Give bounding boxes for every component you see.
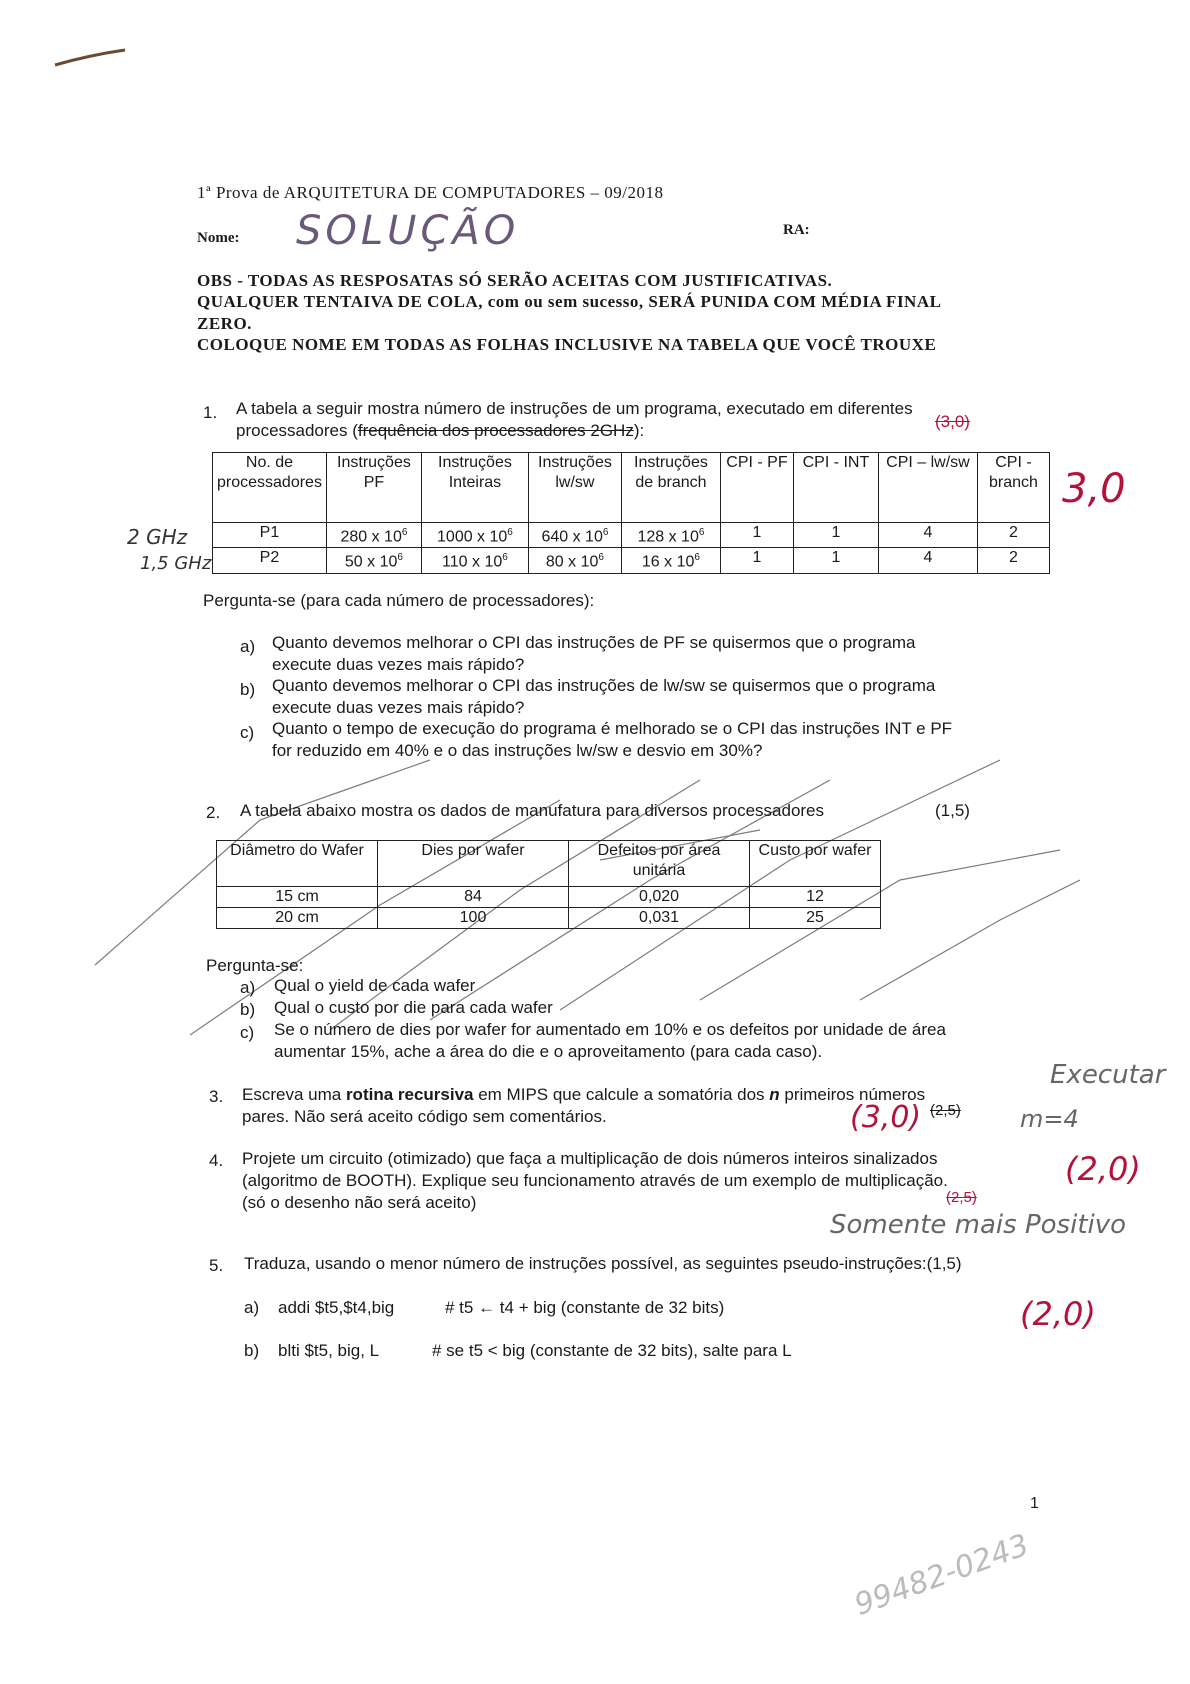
q2-item-a-l1: Qual o yield de cada wafer — [274, 976, 476, 995]
q3-line1: Escreva uma rotina recursiva em MIPS que calcule a somatória dos n primeiros números — [242, 1085, 926, 1104]
q1-th: Instruções de branch — [621, 453, 720, 523]
q3-points-struck: (2,5) — [930, 1102, 961, 1119]
q1-th: CPI - branch — [977, 453, 1049, 523]
q4-line3: (só o desenho não será aceito) — [242, 1193, 477, 1212]
table-row: P2 50 x $10^6$ 110 x $10^6$ 80 x $10^6$ 16 x $10^6$ 1 1 4 2 — [213, 548, 1050, 573]
stamp-number: 99482-0243 — [850, 1527, 1034, 1623]
q3-grade: (3,0) — [850, 1100, 922, 1135]
q1-item-b-label: b) — [240, 680, 256, 699]
q2-ask: Pergunta-se: — [206, 956, 304, 975]
q5-grade: (2,0) — [1020, 1295, 1096, 1333]
q5-number: 5. — [209, 1256, 224, 1275]
q1-th: CPI - PF — [720, 453, 793, 523]
q4-line1: Projete um circuito (otimizado) que faça a multiplicação de dois números inteiros sinalizados — [242, 1149, 938, 1168]
q3-number: 3. — [209, 1087, 224, 1106]
obs-line-3: ZERO. — [197, 314, 252, 333]
q1-item-c-label: c) — [240, 723, 255, 742]
q3-note-m: m=4 — [1020, 1105, 1079, 1133]
name-label: Nome: — [197, 230, 240, 246]
q1-number: 1. — [203, 403, 218, 422]
q4-grade: (2,0) — [1065, 1150, 1141, 1188]
q2-item-c-l2: aumentar 15%, ache a área do die e o aproveitamento (para cada caso). — [274, 1042, 823, 1061]
q1-th: Instruções Inteiras — [421, 453, 528, 523]
q1-line1: A tabela a seguir mostra número de instruções de um programa, executado em diferentes — [236, 399, 913, 418]
q2-item-b-label: b) — [240, 1000, 256, 1019]
q1-freq-p1: 2 GHz — [127, 525, 188, 549]
q1-item-c-l1: Quanto o tempo de execução do programa é melhorado se o CPI das instruções INT e PF — [272, 719, 953, 738]
q2-text: A tabela abaixo mostra os dados de manufatura para diversos processadores — [240, 801, 825, 820]
q1-th: No. de processadores — [213, 453, 327, 523]
q5-item-b-code: blti $t5, big, L — [278, 1341, 380, 1360]
q4-line2: (algoritmo de BOOTH). Explique seu funcionamento através de um exemplo de multiplicação. — [242, 1171, 948, 1190]
q1-item-a-l2: execute duas vezes mais rápido? — [272, 655, 525, 674]
obs-line-1: OBS - TODAS AS RESPOSATAS SÓ SERÃO ACEITAS COM JUSTIFICATIVAS. — [197, 271, 833, 290]
name-value: SOLUÇÃO — [296, 208, 520, 254]
q2-item-b-l1: Qual o custo por die para cada wafer — [274, 998, 553, 1017]
table-row: P1 280 x $10^6$ 1000 x $10^6$ 640 x $10^6$ 128 x $10^6$ 1 1 4 2 — [213, 523, 1050, 548]
obs-line-4: COLOQUE NOME EM TODAS AS FOLHAS INCLUSIVE NA TABELA QUE VOCÊ TROUXE — [197, 335, 937, 354]
q2-item-c-label: c) — [240, 1023, 255, 1042]
q5-item-b-comment: # se t5 < big (constante de 32 bits), salte para L — [432, 1341, 792, 1360]
q5-item-a-code: addi $t5,$t4,big — [278, 1298, 395, 1317]
q1-th: CPI – lw/sw — [878, 453, 977, 523]
q1-th: Instruções PF — [326, 453, 421, 523]
q2-table — [216, 840, 881, 929]
q1-table-header-row — [213, 453, 1050, 523]
q5-text: Traduza, usando o menor número de instruções possível, as seguintes pseudo-instruções:(1,5) — [244, 1254, 962, 1273]
obs-line-2: QUALQUER TENTAIVA DE COLA, com ou sem sucesso, SERÁ PUNIDA COM MÉDIA FINAL — [197, 292, 942, 311]
q2-table-header-row: Diâmetro do Wafer Dies por wafer Defeitos por área unitária Custo por wafer — [217, 841, 881, 887]
table-row: 20 cm 100 0,031 25 — [217, 908, 881, 929]
q4-points-struck: (2,5) — [946, 1189, 977, 1206]
q1-line2: processadores (frequência dos processadores 2GHz): — [236, 421, 645, 440]
q1-item-a-label: a) — [240, 637, 256, 656]
q1-freq-p2: 1,5 GHz — [140, 553, 212, 574]
q2-item-a-label: a) — [240, 978, 256, 997]
q5-item-b-label: b) — [244, 1341, 260, 1360]
q1-points-struck: (3,0) — [935, 412, 970, 431]
q5-item-a-label: a) — [244, 1298, 260, 1317]
q4-note: Somente mais Positivo — [830, 1210, 1127, 1240]
q3-line2: pares. Não será aceito código sem comentários. — [242, 1107, 607, 1126]
q2-item-c-l1: Se o número de dies por wafer for aumentado em 10% e os defeitos por unidade de área — [274, 1020, 946, 1039]
q1-th: CPI - INT — [793, 453, 878, 523]
q1-table — [212, 452, 1050, 574]
q1-ask: Pergunta-se (para cada número de processadores): — [203, 591, 595, 610]
q5-item-a-comment: # t5 ← t4 + big (constante de 32 bits) — [445, 1298, 725, 1317]
q1-item-c-l2: for reduzido em 40% e o das instruções lw/sw e desvio em 30%? — [272, 741, 763, 760]
q1-item-a-l1: Quanto devemos melhorar o CPI das instruções de PF se quisermos que o programa — [272, 633, 916, 652]
ra-label: RA: — [783, 222, 810, 238]
page-number: 1 — [1030, 1495, 1039, 1512]
q1-item-b-l2: execute duas vezes mais rápido? — [272, 698, 525, 717]
table-row: 15 cm 84 0,020 12 — [217, 887, 881, 908]
q2-points: (1,5) — [935, 801, 970, 820]
q3-note-executar: Executar — [1050, 1060, 1166, 1090]
q1-th: Instruções lw/sw — [528, 453, 621, 523]
q1-item-b-l1: Quanto devemos melhorar o CPI das instruções de lw/sw se quisermos que o programa — [272, 676, 936, 695]
q4-number: 4. — [209, 1151, 224, 1170]
q1-grade: 3,0 — [1062, 466, 1126, 512]
exam-title: 1ª Prova de ARQUITETURA DE COMPUTADORES – 09/2018 — [197, 183, 664, 202]
q1-struck-frequency: frequência dos processadores 2GHz — [357, 421, 634, 440]
q2-number: 2. — [206, 803, 221, 822]
